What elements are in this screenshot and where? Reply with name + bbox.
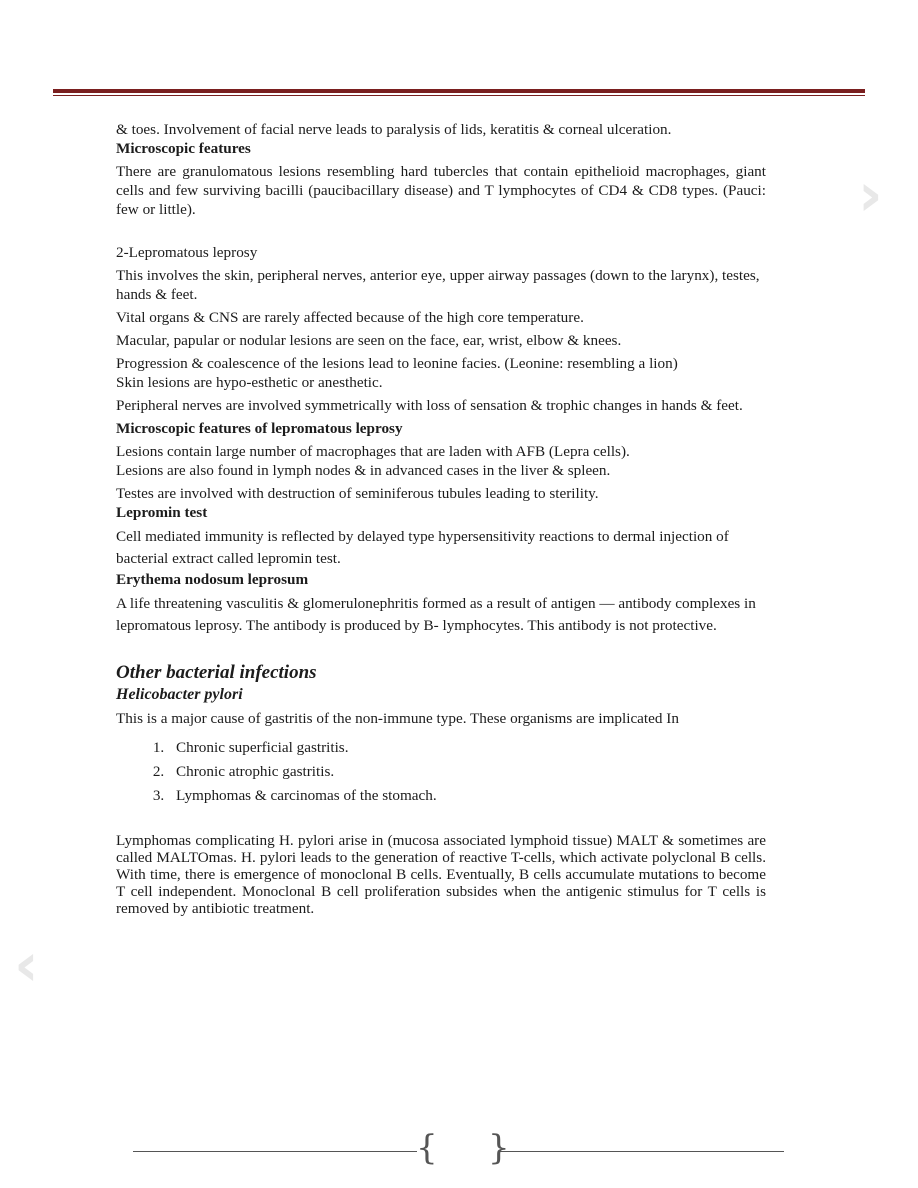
other-infections-title: Other bacterial infections: [116, 662, 317, 683]
helicobacter-intro: This is a major cause of gastritis of the non-immune type. These organisms are implicated In: [116, 710, 679, 727]
lepromatous-p5: Skin lesions are hypo-esthetic or anesthetic.: [116, 374, 383, 391]
footer-brace-right: }: [488, 1128, 510, 1168]
gastritis-list: [116, 736, 766, 808]
list-item: 3. Lymphomas & carcinomas of the stomach.: [168, 784, 766, 808]
footer-rule-left: [133, 1151, 417, 1152]
header-rule-thin: [53, 95, 865, 96]
micro-lepromatous-heading: Microscopic features of lepromatous leprosy: [116, 420, 403, 437]
micro-lepromatous-p1: Lesions contain large number of macrophages that are laden with AFB (Lepra cells).: [116, 443, 630, 460]
intro-line: & toes. Involvement of facial nerve leads to paralysis of lids, keratitis & corneal ulceration.: [116, 121, 672, 138]
micro-features-heading: Microscopic features: [116, 140, 251, 157]
list-item: 2. Chronic atrophic gastritis.: [168, 760, 766, 784]
lepromatous-p2: Vital organs & CNS are rarely affected because of the high core temperature.: [116, 309, 584, 326]
lepromatous-p6: Peripheral nerves are involved symmetrically with loss of sensation & trophic changes in hands & feet.: [116, 397, 743, 414]
footer-brace-left: {: [416, 1128, 438, 1168]
malt-paragraph: Lymphomas complicating H. pylori arise in (mucosa associated lymphoid tissue) MALT & sometimes are called MALTOmas. H. pylori leads to the generation of reactive T-cells, which activate polyclonal B cells. With time, there is emergence of monoclonal B cells. Eventually, B cells accumulate mutations to become T cell independent. Monoclonal B cell proliferation subsides when the antigenic stimulus for T cells is removed by antibiotic treatment.: [116, 832, 766, 917]
lepromatous-heading: 2-Lepromatous leprosy: [116, 244, 258, 261]
footer-rule-right: [500, 1151, 784, 1152]
lepromin-heading: Lepromin test: [116, 504, 208, 521]
erythema-text: A life threatening vasculitis & glomerulonephritis formed as a result of antigen — antibody complexes in lepromatous leprosy. The antibody is produced by B- lymphocytes. This antibody is not protective.: [116, 595, 756, 634]
micro-lepromatous-p2: Lesions are also found in lymph nodes & in advanced cases in the liver & spleen.: [116, 462, 611, 479]
page-content: [116, 120, 766, 917]
header-rule: [53, 89, 865, 93]
watermark-mark-left: ‹: [14, 930, 39, 1000]
lepromatous-p1: This involves the skin, peripheral nerves, anterior eye, upper airway passages (down to the larynx), testes, hands & feet.: [116, 267, 760, 303]
micro-lepromatous-p3: Testes are involved with destruction of seminiferous tubules leading to sterility.: [116, 485, 599, 502]
watermark-mark-right: ›: [858, 160, 883, 230]
lepromatous-p3: Macular, papular or nodular lesions are seen on the face, ear, wrist, elbow & knees.: [116, 332, 622, 349]
erythema-heading: Erythema nodosum leprosum: [116, 571, 309, 588]
lepromin-text: Cell mediated immunity is reflected by delayed type hypersensitivity reactions to dermal injection of bacterial extract called lepromin test.: [116, 528, 729, 567]
helicobacter-subtitle: Helicobacter pylori: [116, 686, 243, 703]
micro-features-text: There are granulomatous lesions resembling hard tubercles that contain epithelioid macrophages, giant cells and few surviving bacilli (paucibacillary disease) and T lymphocytes of CD4 & CD8 types. (Pauci: few or little).: [116, 163, 766, 218]
lepromatous-p4: Progression & coalescence of the lesions lead to leonine facies. (Leonine: resembling a lion): [116, 355, 678, 372]
list-item: 1. Chronic superficial gastritis.: [168, 736, 766, 760]
